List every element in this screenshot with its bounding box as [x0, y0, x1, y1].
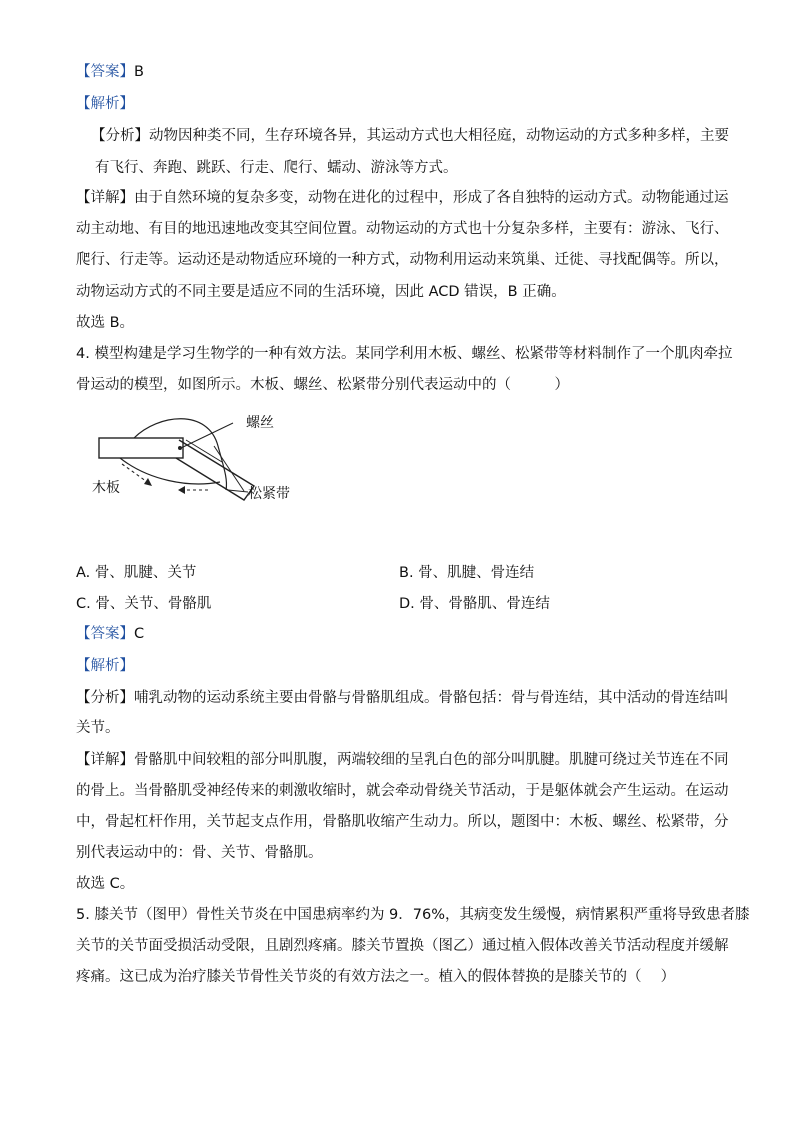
fenxi-line: 有飞行、奔跑、跳跃、行走、爬行、蠕动、游泳等方式。: [95, 160, 458, 176]
detail-line: 别代表运动中的：骨、关节、骨骼肌。: [76, 845, 323, 861]
detail-line: 爬行、行走等。运动还是动物适应环境的一种方式，动物利用运动来筑巢、迁徙、寻找配偶等。所以，: [76, 252, 729, 268]
analysis-tag: [76, 94, 134, 114]
detail-text: 骨骼肌中间较粗的部分叫肌腹，两端较细的呈乳白色的部分叫肌腱。肌腱可绕过关节连在不同: [134, 752, 729, 768]
fenxi-line: [91, 126, 729, 146]
muscle-model-figure: [78, 406, 338, 526]
detail-line: 动主动地、有目的地迅速地改变其空间位置。动物运动的方式也十分复杂多样，主要有：游泳、飞行、: [76, 221, 729, 237]
question-stem: 疼痛。这已成为治疗膝关节骨性关节炎的有效方法之一。植入的假体替换的是膝关节的（ ）: [76, 969, 676, 985]
answer-tag: 【答案】: [76, 626, 134, 642]
fenxi-tag: 【分析】: [91, 128, 149, 144]
detail-line: 的骨上。当骨骼肌受神经传来的刺激收缩时，就会牵动骨绕关节活动，于是躯体就会产生运动。在运动: [76, 783, 729, 799]
detail-line: 中，骨起杠杆作用，关节起支点作用，骨骼肌收缩产生动力。所以，题图中：木板、螺丝、松紧带，分: [76, 814, 729, 830]
detail-tag: 【详解】: [76, 752, 134, 768]
option-d[interactable]: D. 骨、骨骼肌、骨连结: [399, 596, 550, 612]
analysis-label: 【解析】: [76, 96, 134, 112]
motion-arrow: [122, 464, 150, 484]
option-c[interactable]: C. 骨、关节、骨骼肌: [76, 596, 212, 612]
fenxi-tag: 【分析】: [76, 690, 134, 706]
detail-line: [76, 750, 729, 770]
wooden-board: [99, 438, 183, 458]
answer-value: B: [134, 64, 144, 80]
fenxi-text: 动物因种类不同，生存环境各异，其运动方式也大相径庭，动物运动的方式多种多样，主要: [149, 128, 729, 144]
answer-line-q3: [76, 62, 144, 82]
conclusion: 故选 C。: [76, 876, 135, 892]
question-stem: 5. 膝关节（图甲）骨性关节炎在中国患病率约为 9．76%，其病变发生缓慢，病情累积严重将导致患者膝: [76, 907, 750, 923]
fenxi-line: 关节。: [76, 720, 120, 736]
question-stem: 骨运动的模型，如图所示。木板、螺丝、松紧带分别代表运动中的（ ）: [76, 377, 569, 393]
analysis-label: 【解析】: [76, 658, 134, 674]
fenxi-line: [76, 688, 729, 708]
option-b[interactable]: B. 骨、肌腱、骨连结: [399, 565, 535, 581]
question-stem: 关节的关节面受损活动受限，且剧烈疼痛。膝关节置换（图乙）通过植入假体改善关节活动程度并缓解: [76, 938, 729, 954]
answer-tag: 【答案】: [76, 64, 134, 80]
answer-line-q4: [76, 624, 144, 644]
label-band: 松紧带: [248, 486, 290, 502]
question-stem: 4. 模型构建是学习生物学的一种有效方法。某同学利用木板、螺丝、松紧带等材料制作了一个肌肉牵拉: [76, 346, 733, 362]
detail-text: 由于自然环境的复杂多变，动物在进化的过程中，形成了各自独特的运动方式。动物能通过运: [134, 190, 729, 206]
fenxi-text: 哺乳动物的运动系统主要由骨骼与骨骼肌组成。骨骼包括：骨与骨连结，其中活动的骨连结叫: [134, 690, 729, 706]
label-screw: 螺丝: [246, 415, 274, 431]
answer-value: C: [134, 626, 145, 642]
detail-line: 动物运动方式的不同主要是适应不同的生活环境，因此 ACD 错误，B 正确。: [76, 284, 566, 300]
analysis-tag: [76, 656, 134, 676]
conclusion: 故选 B。: [76, 315, 135, 331]
label-board: 木板: [92, 480, 120, 496]
detail-tag: 【详解】: [76, 190, 134, 206]
detail-line: [76, 188, 729, 208]
option-a[interactable]: A. 骨、肌腱、关节: [76, 565, 197, 581]
